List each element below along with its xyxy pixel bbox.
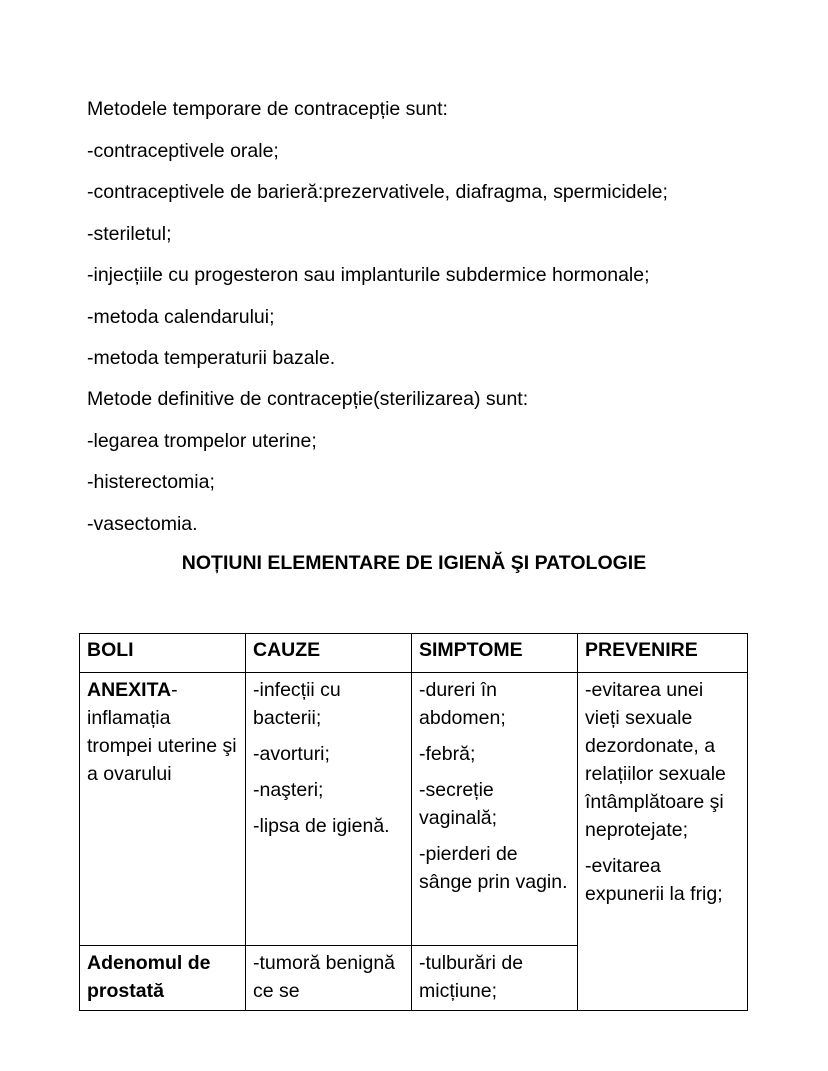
header-cell-prevenire: PREVENIRE <box>578 634 748 673</box>
symptoms-cell <box>412 673 578 946</box>
text-line: -contraceptivele orale; <box>87 140 279 162</box>
text-line: -histerectomia; <box>87 471 215 493</box>
symptom-item: -febră; <box>419 743 476 765</box>
table-row <box>80 673 748 946</box>
text-line: -vasectomia. <box>87 513 198 535</box>
symptom-item: -secreție vaginală; <box>419 779 498 829</box>
disease-name: ANEXITA <box>87 679 172 701</box>
header-cell-cauze: CAUZE <box>246 634 412 673</box>
text-line: -metoda calendarului; <box>87 306 275 328</box>
causes-cell <box>246 673 412 946</box>
text-line: -contraceptivele de barieră:prezervativele, diafragma, spermicidele; <box>87 181 668 203</box>
text-line: -legarea trompelor uterine; <box>87 430 317 452</box>
disease-description: -inflamația trompei uterine şi a ovarului <box>87 679 237 785</box>
cause-item: -infecții cu bacterii; <box>253 679 341 729</box>
prevention-cell <box>578 673 748 1011</box>
disease-name: Adenomul de prostată <box>87 952 211 1002</box>
symptom-item: -tulburări de micțiune; <box>419 952 524 1002</box>
text-line: -steriletul; <box>87 223 172 245</box>
header-cell-boli: BOLI <box>80 634 246 673</box>
cause-item: -tumoră benignă ce se <box>253 952 396 1002</box>
text-line: Metode definitive de contracepție(sterilizarea) sunt: <box>87 388 529 410</box>
text-line: Metodele temporare de contracepție sunt: <box>87 98 448 120</box>
text-line: -injecțiile cu progesteron sau implanturile subdermice hormonale; <box>87 264 650 286</box>
cause-item: -lipsa de igienă. <box>253 815 390 837</box>
prevention-item: -evitarea unei vieți sexuale dezordonate, a relațiilor sexuale întâmplătoare şi neprotejate; <box>585 679 726 841</box>
header-cell-simptome: SIMPTOME <box>412 634 578 673</box>
pathology-table <box>79 633 748 1011</box>
prevention-item: -evitarea expunerii la frig; <box>585 855 723 905</box>
symptom-item: -pierderi de sânge prin vagin. <box>419 843 568 893</box>
symptom-item: -dureri în abdomen; <box>419 679 506 729</box>
table-header-row <box>80 634 748 673</box>
disease-cell <box>80 946 246 1011</box>
symptoms-cell <box>412 946 578 1011</box>
section-heading: NOȚIUNI ELEMENTARE DE IGIENĂ ŞI PATOLOGIE <box>181 552 647 574</box>
cause-item: -avorturi; <box>253 743 330 765</box>
cause-item: -naşteri; <box>253 779 324 801</box>
text-line: -metoda temperaturii bazale. <box>87 347 336 369</box>
causes-cell <box>246 946 412 1011</box>
disease-cell <box>80 673 246 946</box>
